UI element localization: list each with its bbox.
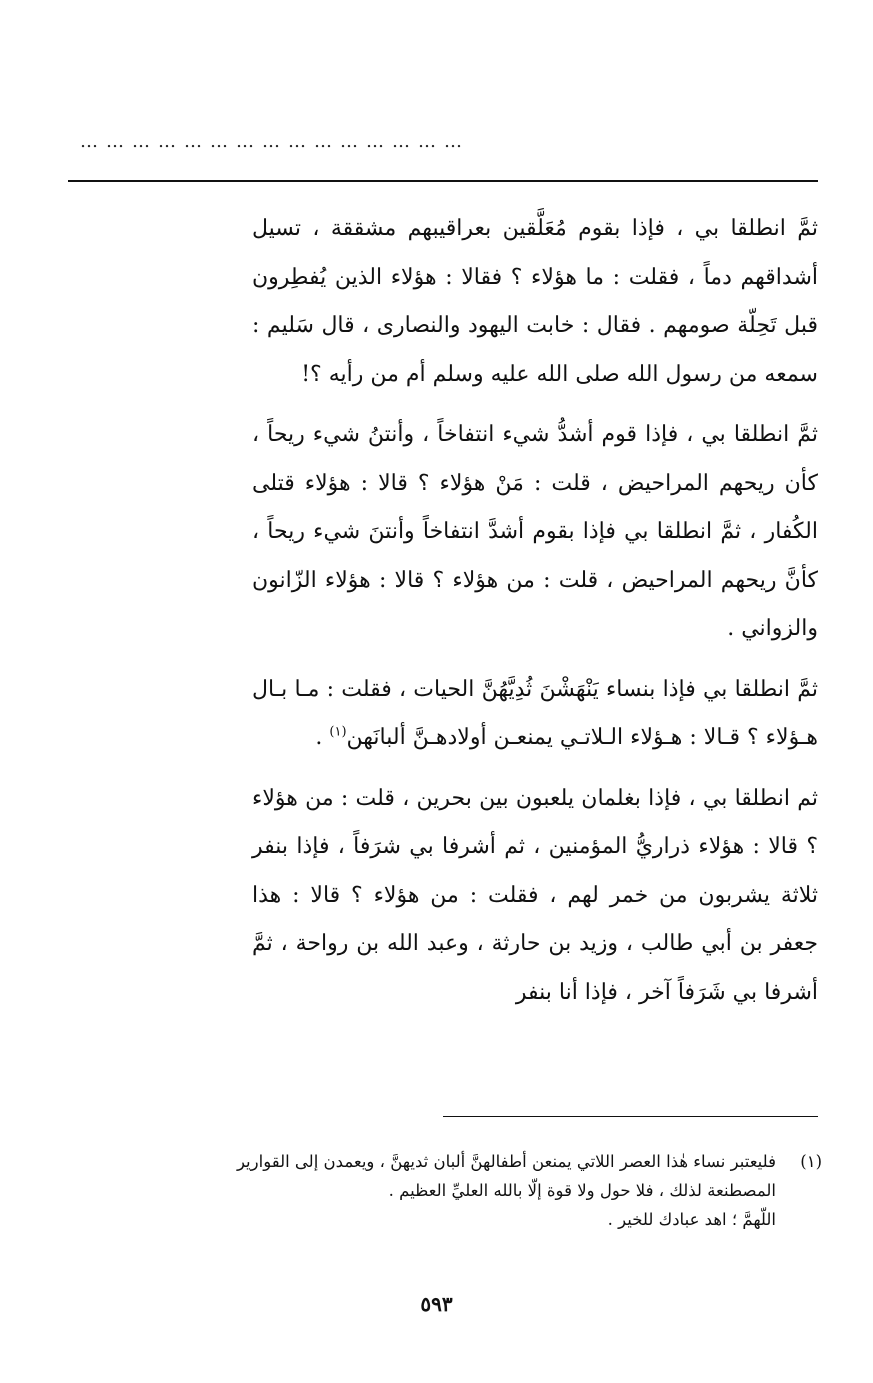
page-number: ٥٩٣	[420, 1292, 453, 1316]
paragraph-3-text: ثمَّ انطلقا بي فإذا بنساء يَنْهَشْنَ ثُدِيَّهُنَّ الحيات ، فقلت : مـا بـال هـؤلاء ؟ قـالا : هـؤلاء الـلاتـي يمنعـن أولادهـنَّ ألبانَهن	[252, 676, 818, 750]
paragraph-4: ثم انطلقا بي ، فإذا بغلمان يلعبون بين بحرين ، قلت : من هؤلاء ؟ قالا : هؤلاء ذراريُّ المؤمنين ، ثم أشرفا بي شرَفاً ، فإذا بنفر ثلاثة يشربون من خمر لهم ، فقلت : من هؤلاء ؟ قالا : هذا جعفر بن أبي طالب ، وزيد بن حارثة ، وعبد الله بن رواحة ، ثمَّ أشرفا بي شَرَفاً آخر ، فإذا أنا بنفر	[252, 785, 818, 1005]
paragraph-2: ثمَّ انطلقا بي ، فإذا قوم أشدُّ شيء انتفاخاً ، وأنتنُ شيء ريحاً ، كأن ريحهم المراحيض ، قلت : مَنْ هؤلاء ؟ قالا : هؤلاء قتلى الكُفار ، ثمَّ انطلقا بي فإذا بقوم أشدَّ انتفاخاً وأنتنَ شيء ريحاً ، كأنَّ ريحهم المراحيض ، قلت : من هؤلاء ؟ قالا : هؤلاء الزّانون والزواني .	[252, 422, 818, 641]
paragraph-3	[252, 666, 818, 763]
footnote-line-3: اللّهمَّ ؛ اهد عبادك للخير .	[607, 1210, 776, 1229]
footnote-separator	[443, 1116, 818, 1117]
footnotes	[62, 1147, 822, 1234]
paragraph-1: ثمَّ انطلقا بي ، فإذا بقوم مُعَلَّقين بعراقيبهم مشققة ، تسيل أشداقهم دماً ، فقلت : ما هؤلاء ؟ فقالا : هؤلاء الذين يُفطِرون قبل تَحِلّة صومهم . فقال : خابت اليهود والنصارى ، قال سَليم : سمعه من رسول الله صلى الله عليه وسلم أم من رأيه ؟!	[252, 216, 818, 387]
footnote-number: (١)	[800, 1152, 822, 1171]
footnote-reference[interactable]: (١)	[329, 724, 347, 740]
dotted-rule: ………………………………………	[80, 132, 470, 152]
top-rule	[68, 180, 818, 182]
footnote-line-1	[62, 1147, 822, 1176]
footnote-text-1: فليعتبر نساء هٰذا العصر اللاتي يمنعن أطفالهنَّ ألبان ثديهنَّ ، ويعمدن إلى القوارير	[236, 1152, 776, 1171]
main-text	[252, 205, 818, 1017]
paragraph-3-end: .	[315, 725, 330, 750]
footnote-line-2: المصطنعة لذلك ، فلا حول ولا قوة إلّا بالله العليِّ العظيم .	[388, 1181, 776, 1200]
